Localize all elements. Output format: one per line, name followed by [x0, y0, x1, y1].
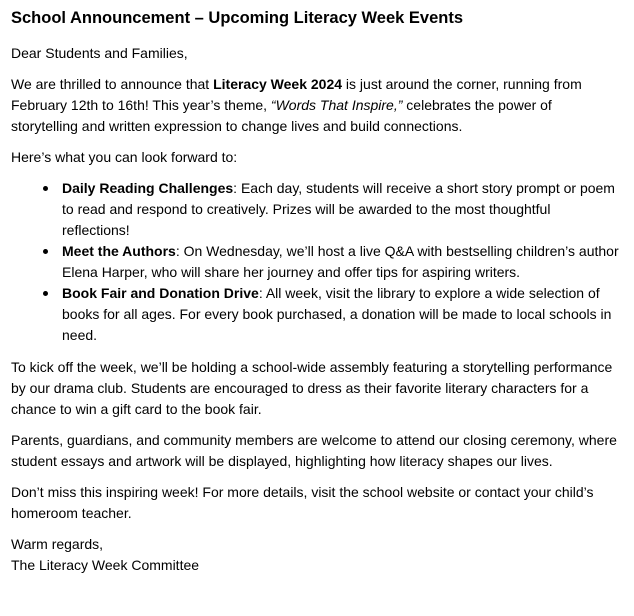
reminder-paragraph: Don’t miss this inspiring week! For more details, visit the school website or contact your child’s homeroom teacher.: [11, 484, 594, 521]
assembly-paragraph: To kick off the week, we’ll be holding a school-wide assembly featuring a storytelling performance by our drama club. Students are encouraged to dress as their favorite literary characters for a chance to win a gift card to the book fair.: [11, 359, 613, 417]
ceremony-paragraph: Parents, guardians, and community members are welcome to attend our closing ceremony, where student essays and artwork will be displayed, highlighting how literacy shapes our lives.: [11, 432, 617, 469]
intro-bold-literacy-week: Literacy Week 2024: [213, 76, 343, 92]
events-list: [11, 178, 621, 346]
intro-text-3: celebrates the power of storytelling and written expression to change lives and build connections.: [11, 97, 552, 134]
intro-text-2: is just around the corner, running from February 12th to 16th! This year’s theme,: [11, 76, 582, 113]
event-description: : All week, visit the library to explore a wide selection of books for all ages. For every book purchased, a donation will be made to local schools in need.: [62, 285, 612, 343]
closing-line: Warm regards,: [11, 536, 104, 552]
intro-text-1: We are thrilled to announce that: [11, 76, 214, 92]
list-item-meet-authors: [62, 241, 621, 283]
event-term: Book Fair and Donation Drive: [62, 285, 259, 301]
list-intro: Here’s what you can look forward to:: [11, 149, 238, 165]
intro-theme-italic: “Words That Inspire,”: [270, 97, 403, 113]
salutation: Dear Students and Families,: [11, 45, 188, 61]
event-term: Daily Reading Challenges: [62, 180, 234, 196]
signature-line: The Literacy Week Committee: [11, 557, 200, 573]
list-item-book-fair: [62, 283, 621, 346]
event-description: : On Wednesday, we’ll host a live Q&A with bestselling children’s author Elena Harper, who will share her journey and offer tips for aspiring writers.: [62, 243, 619, 280]
page-title: School Announcement – Upcoming Literacy Week Events: [11, 9, 464, 27]
event-description: : Each day, students will receive a short story prompt or poem to read and respond to creatively. Prizes will be awarded to the most thoughtful reflections!: [62, 180, 615, 238]
list-item-daily-reading: [62, 178, 621, 241]
intro-paragraph: [11, 74, 621, 137]
event-term: Meet the Authors: [62, 243, 176, 259]
